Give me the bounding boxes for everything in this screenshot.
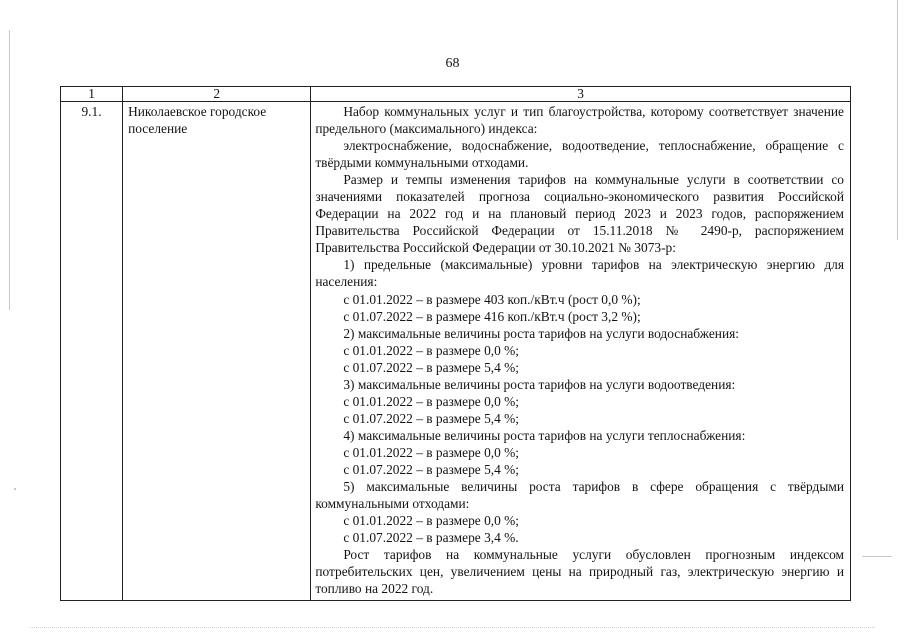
list-item: с 01.01.2022 – в размере 0,0 %; bbox=[343, 342, 520, 358]
scan-footer-noise bbox=[30, 627, 875, 632]
scan-edge-left bbox=[9, 30, 10, 310]
table-row bbox=[61, 102, 851, 601]
list-item: с 01.01.2022 – в размере 403 коп./кВт.ч (рост 0,0 %); bbox=[343, 291, 641, 307]
paragraph: Набор коммунальных услуг и тип благоустройства, которому соответствует значение предельного (максимального) индекса: bbox=[315, 104, 844, 137]
list-item: с 01.07.2022 – в размере 5,4 %; bbox=[343, 461, 520, 477]
paragraph: 3) максимальные величины роста тарифов на услуги водоотведения: bbox=[343, 376, 736, 392]
list-item: с 01.01.2022 – в размере 0,0 %; bbox=[343, 444, 520, 460]
header-cell-2: 2 bbox=[123, 87, 311, 102]
scan-mark-left bbox=[14, 488, 16, 490]
list-item: с 01.01.2022 – в размере 0,0 %; bbox=[343, 393, 520, 409]
description-cell bbox=[311, 102, 851, 601]
list-item: с 01.07.2022 – в размере 416 коп./кВт.ч (рост 3,2 %); bbox=[343, 308, 641, 324]
header-cell-1: 1 bbox=[61, 87, 123, 102]
paragraph: электроснабжение, водоснабжение, водоотведение, теплоснабжение, обращение с твёрдыми коммунальными отходами. bbox=[315, 138, 844, 171]
list-item: с 01.07.2022 – в размере 5,4 %; bbox=[343, 410, 520, 426]
settlement-name-cell: Николаевское городское поселение bbox=[123, 102, 311, 601]
paragraph: Размер и темпы изменения тарифов на коммунальные услуги в соответствии со значениями показателей прогноза социально-экономического развития Российской Федерации на 2022 год и на плановый период 2023 и 2023 годов, распоряжением Правительства Российской Федерации от 15.11.2018 № 2490-р, распоряжением Правительства Российской Федерации от 30.10.2021 № 3073-р: bbox=[315, 172, 844, 256]
tariff-table bbox=[60, 86, 851, 601]
list-item: с 01.07.2022 – в размере 3,4 %. bbox=[343, 530, 519, 546]
header-cell-3: 3 bbox=[311, 87, 851, 102]
paragraph: 1) предельные (максимальные) уровни тарифов на электрическую энергию для населения: bbox=[315, 257, 844, 290]
paragraph: 2) максимальные величины роста тарифов на услуги водоснабжения: bbox=[343, 325, 740, 341]
list-item: с 01.07.2022 – в размере 5,4 %; bbox=[343, 359, 520, 375]
list-item: с 01.01.2022 – в размере 0,0 %; bbox=[343, 513, 520, 529]
row-number-cell: 9.1. bbox=[61, 102, 123, 601]
table-header-row bbox=[61, 87, 851, 102]
paragraph: 5) максимальные величины роста тарифов в сфере обращения с твёрдыми коммунальными отходами: bbox=[315, 479, 844, 512]
scan-mark-right bbox=[862, 556, 892, 557]
paragraph: 4) максимальные величины роста тарифов на услуги теплоснабжения: bbox=[343, 427, 746, 443]
paragraph: Рост тарифов на коммунальные услуги обусловлен прогнозным индексом потребительских цен, увеличением цены на природный газ, электрическую энергию и топливо на 2022 год. bbox=[315, 547, 844, 597]
page-number: 68 bbox=[445, 56, 460, 71]
scan-edge-right bbox=[897, 0, 898, 240]
